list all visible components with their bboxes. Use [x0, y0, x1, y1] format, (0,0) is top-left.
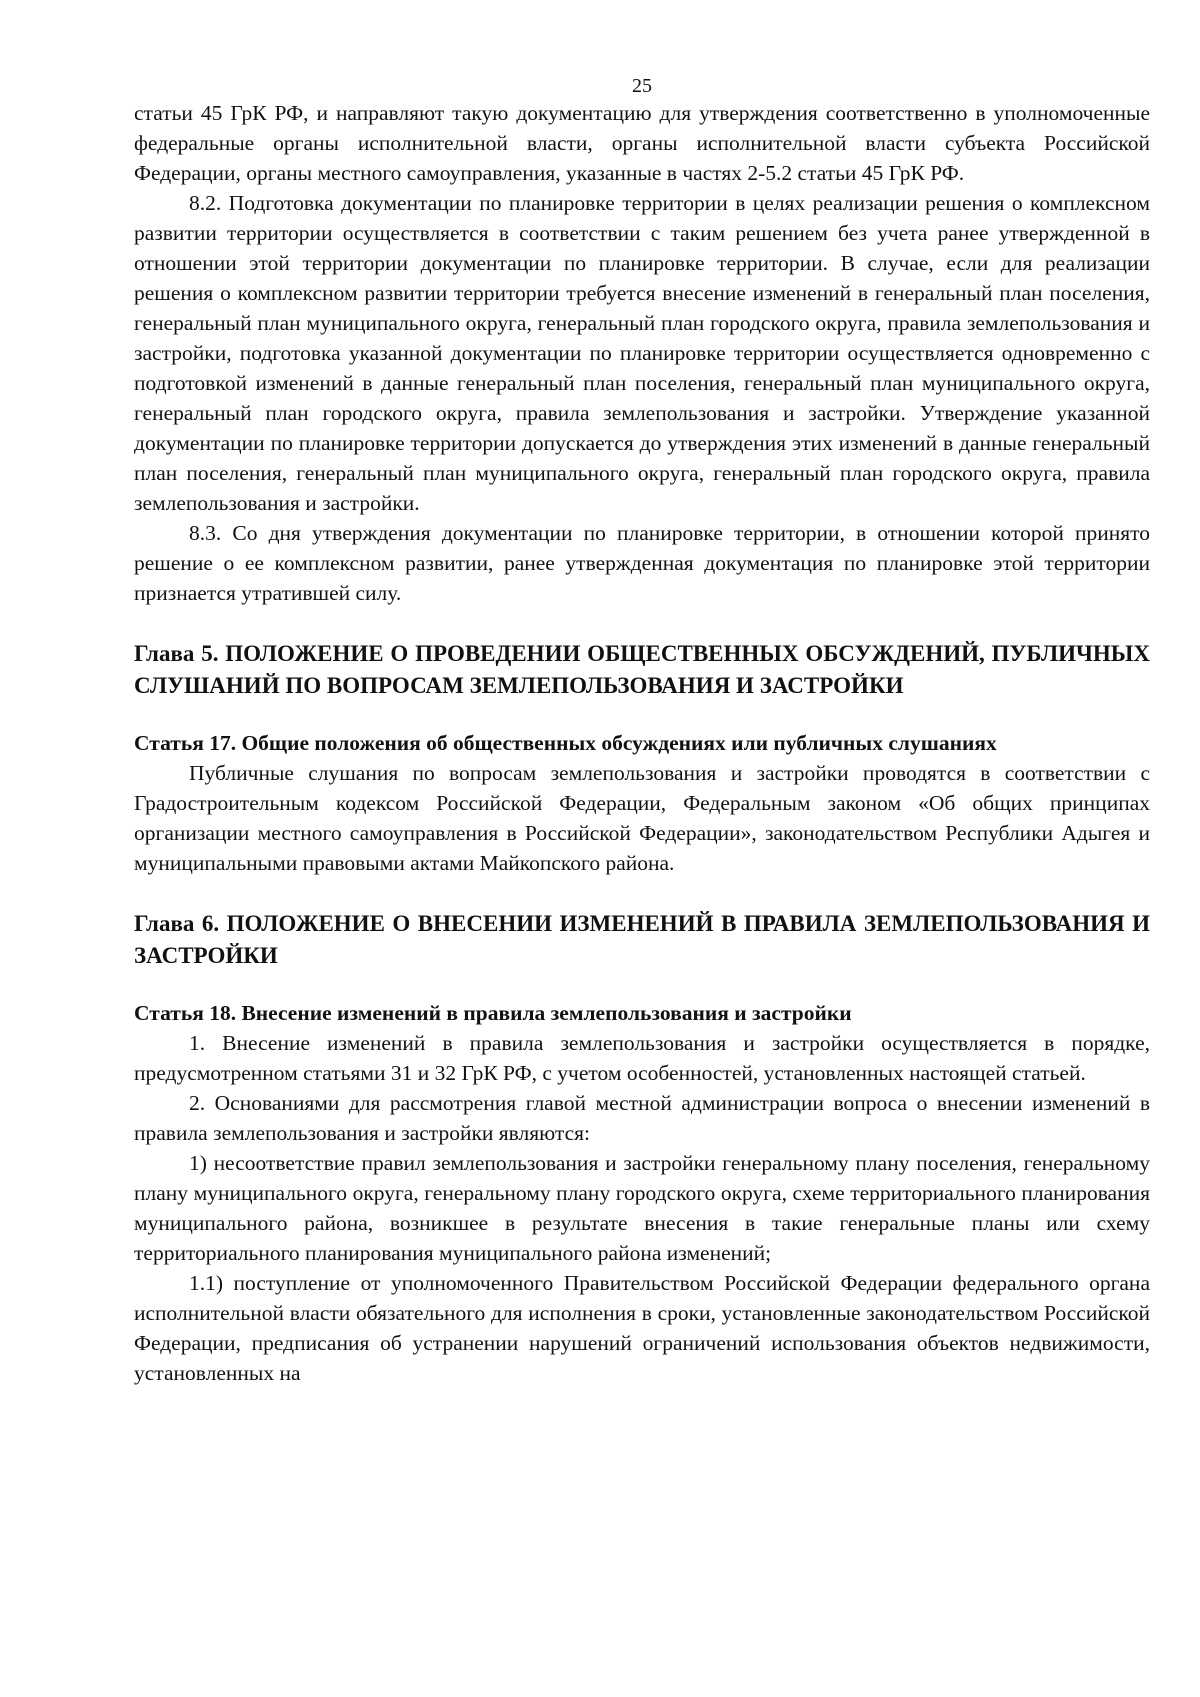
paragraph-8-2: 8.2. Подготовка документации по планировке территории в целях реализации решения о комплексном развитии территории осуществляется в соответствии с таким решением без учета ранее утвержденной в отношении этой территории документации по планировке территории. В случае, если для реализации решения о комплексном развитии территории требуется внесение изменений в генеральный план поселения, генеральный план муниципального округа, генеральный план городского округа, правила землепользования и застройки, подготовка указанной документации по планировке территории осуществляется одновременно с подготовкой изменений в данные генеральный план поселения, генеральный план муниципального округа, генеральный план городского округа, правила землепользования и застройки. Утверждение указанной документации по планировке территории допускается до утверждения этих изменений в данные генеральный план поселения, генеральный план муниципального округа, генеральный план городского округа, правила землепользования и застройки. — [134, 191, 1150, 515]
spacer — [134, 878, 1150, 908]
article-17-heading: Статья 17. Общие положения об общественных обсуждениях или публичных слушаниях — [134, 731, 997, 755]
chapter-5-heading: Глава 5. ПОЛОЖЕНИЕ О ПРОВЕДЕНИИ ОБЩЕСТВЕННЫХ ОБСУЖДЕНИЙ, ПУБЛИЧНЫХ СЛУШАНИЙ ПО ВОПРОСАМ ЗЕМЛЕПОЛЬЗОВАНИЯ И ЗАСТРОЙКИ — [134, 641, 1150, 698]
page-number: 25 — [632, 75, 652, 97]
article-18-paragraph-1: 1. Внесение изменений в правила землепользования и застройки осуществляется в порядке, предусмотренном статьями 31 и 32 ГрК РФ, с учетом особенностей, установленных настоящей статьей. — [134, 1031, 1150, 1085]
chapter-6-heading: Глава 6. ПОЛОЖЕНИЕ О ВНЕСЕНИИ ИЗМЕНЕНИЙ В ПРАВИЛА ЗЕМЛЕПОЛЬЗОВАНИЯ И ЗАСТРОЙКИ — [134, 911, 1150, 968]
article-18-paragraph-2: 2. Основаниями для рассмотрения главой местной администрации вопроса о внесении изменений в правила землепользования и застройки являются: — [134, 1091, 1150, 1145]
paragraph-8-3: 8.3. Со дня утверждения документации по планировке территории, в отношении которой принято решение о ее комплексном развитии, ранее утвержденная документация по планировке этой территории признается утратившей силу. — [134, 521, 1150, 605]
spacer — [134, 608, 1150, 638]
article-18-item-1-1: 1.1) поступление от уполномоченного Правительством Российской Федерации федерального органа исполнительной власти обязательного для исполнения в сроки, установленные законодательством Российской Федерации, предписания об устранении нарушений ограничений использования объектов недвижимости, установленных на — [134, 1271, 1150, 1385]
article-18-heading: Статья 18. Внесение изменений в правила землепользования и застройки — [134, 1001, 852, 1025]
article-17-paragraph: Публичные слушания по вопросам землепользования и застройки проводятся в соответствии с Градостроительным кодексом Российской Федерации, Федеральным законом «Об общих принципах организации местного самоуправления в Российской Федерации», законодательством Республики Адыгея и муниципальными правовыми актами Майкопского района. — [134, 761, 1150, 875]
article-18-item-1: 1) несоответствие правил землепользования и застройки генеральному плану поселения, генеральному плану муниципального округа, генеральному плану городского округа, схеме территориального планирования муниципального района, возникшее в результате внесения в такие генеральные планы или схему территориального планирования муниципального района изменений; — [134, 1151, 1150, 1265]
spacer — [134, 972, 1150, 998]
intro-paragraph: статьи 45 ГрК РФ, и направляют такую документацию для утверждения соответственно в уполномоченные федеральные органы исполнительной власти, органы исполнительной власти субъекта Российской Федерации, органы местного самоуправления, указанные в частях 2-5.2 статьи 45 ГрК РФ. — [134, 101, 1150, 185]
spacer — [134, 702, 1150, 728]
document-page — [134, 0, 1150, 1388]
